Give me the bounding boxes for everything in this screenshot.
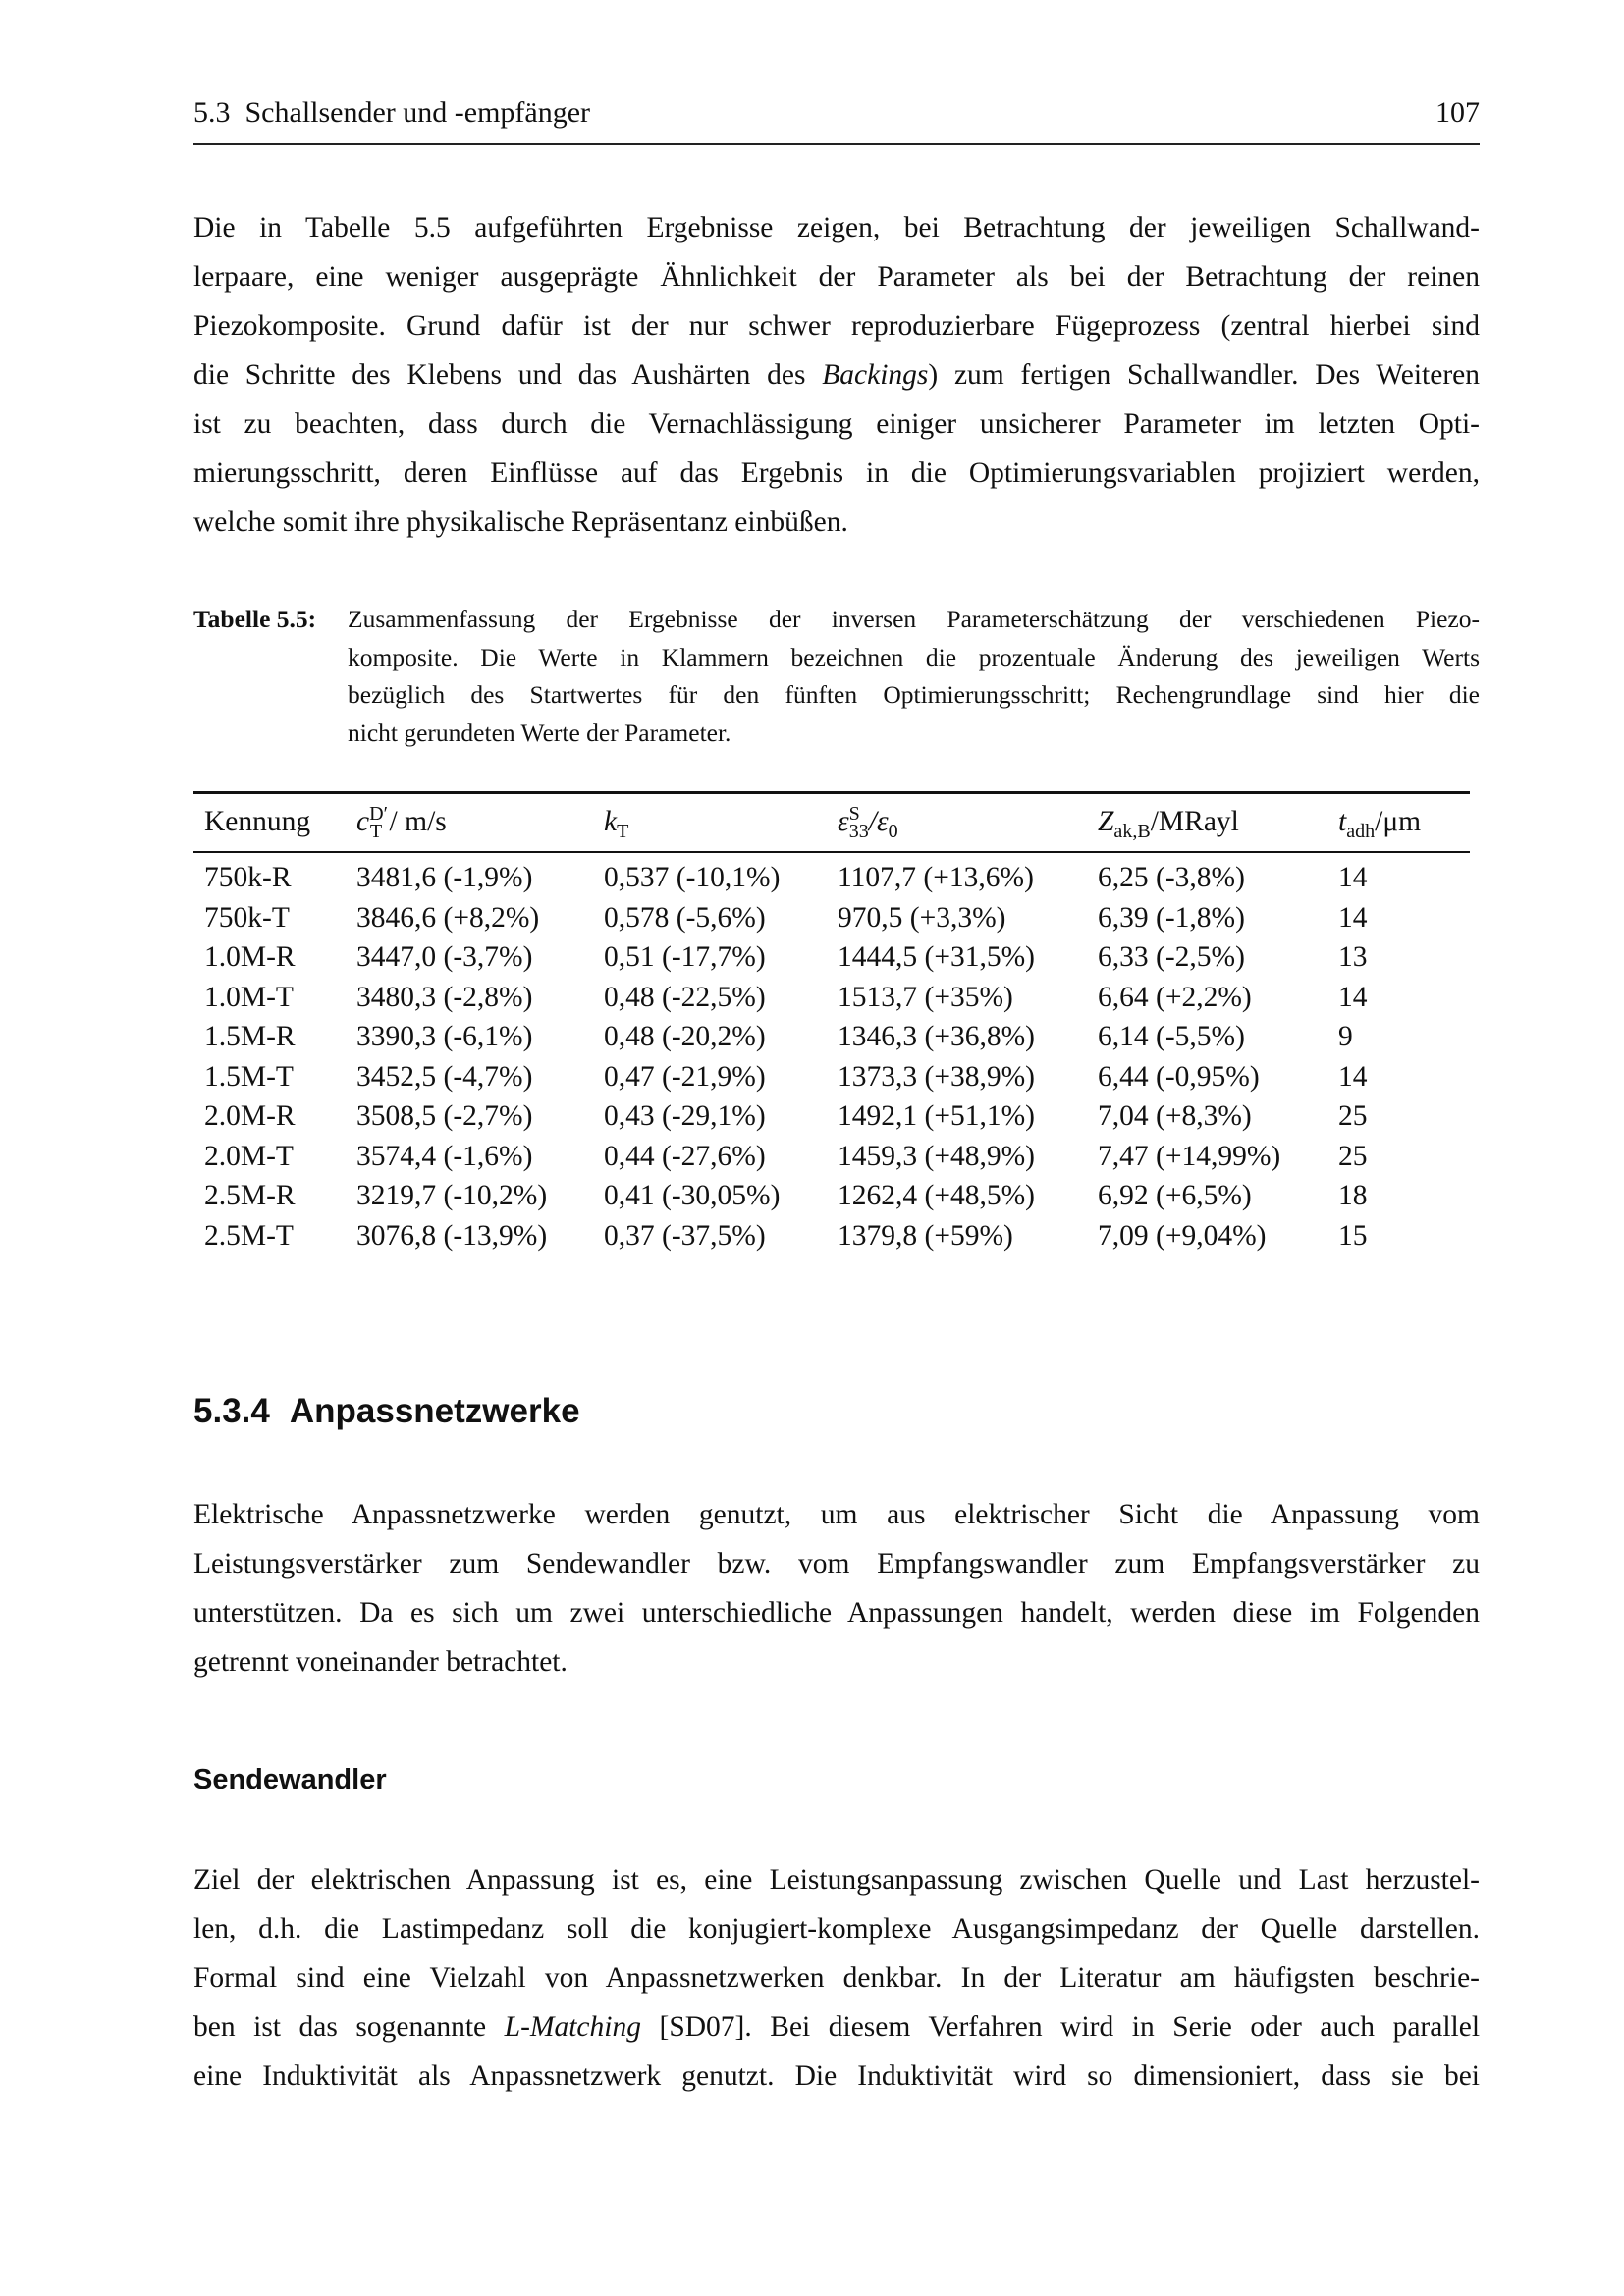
text-line: Elektrische Anpassnetzwerke werden genutzt, um aus elektrischer Sicht die Anpassung vom (193, 1499, 1480, 1530)
section-title: Anpassnetzwerke (289, 1392, 580, 1430)
table-row: 1.0M-T 3480,3 (-2,8%) 0,48 (-22,5%) 1513,7 (+35%) 6,64 (+2,2%) 14 (204, 981, 1368, 1013)
text-line: ben ist das sogenannte L-Matching [SD07]. Bei diesem Verfahren wird in Serie oder auch parallel (193, 2011, 1481, 2043)
section-number: 5.3.4 (193, 1392, 270, 1430)
col-header-impedance: $Z_{ak,B}$/MRayl (1098, 806, 1239, 842)
table-row: 750k-R 3481,6 (-1,9%) 0,537 (-10,1%) 1107,7 (+13,6%) 6,25 (-3,8%) 14 (204, 862, 1368, 893)
table-row: 2.0M-R 3508,5 (-2,7%) 0,43 (-29,1%) 1492,1 (+51,1%) 7,04 (+8,3%) 25 (204, 1100, 1368, 1132)
table-header-row (193, 802, 1470, 841)
text-line: welche somit ihre physikalische Repräsentanz einbüßen. (193, 507, 848, 538)
table-caption (193, 601, 1480, 758)
table-row: 2.5M-T 3076,8 (-13,9%) 0,37 (-37,5%) 1379,8 (+59%) 7,09 (+9,04%) 15 (204, 1219, 1368, 1252)
page-number: 107 (1435, 96, 1480, 129)
section-heading (193, 1392, 580, 1431)
text-line: eine Induktivität als Anpassnetzwerk genutzt. Die Induktivität wird so dimensioniert, dass sie bei (193, 2060, 1480, 2092)
table-row: 2.0M-T 3574,4 (-1,6%) 0,44 (-27,6%) 1459,3 (+48,9%) 7,47 (+14,99%) 25 (204, 1140, 1368, 1172)
paragraph-matching-networks-intro (193, 1490, 1480, 1686)
table-caption-text: Zusammenfassung der Ergebnisse der inversen Parameterschätzung der verschiedenen Piezo- komposite. Die Werte in Klammern bezeichnen die prozentuale Änderung des jeweiligen Werts bezüglich des Startwertes für den fünften Optimierungsschritt; Rechengrundlage sind hier die nicht gerundeten Werte der Parameter. (348, 605, 1480, 747)
text-line: unterstützen. Da es sich um zwei unterschiedliche Anpassungen handelt, werden diese im Folgenden (193, 1597, 1480, 1629)
table-row: 750k-T 3846,6 (+8,2%) 0,578 (-5,6%) 970,5 (+3,3%) 6,39 (-1,8%) 14 (204, 901, 1368, 934)
text-line: mierungsschritt, deren Einflüsse auf das Ergebnis in die Optimierungsvariablen projiziert werden, (193, 457, 1480, 489)
subsection-heading: Sendewandler (193, 1764, 387, 1795)
table-caption-label: Tabelle 5.5: (193, 605, 317, 633)
col-header-adhesive-thickness: $t_{adh}/\mu m$ (1338, 806, 1422, 842)
text-line: len, d.h. die Lastimpedanz soll die konjugiert-komplexe Ausgangsimpedanz der Quelle darstellen. (193, 1913, 1480, 1945)
running-header-title: 5.3 Schallsender und -empfänger (193, 96, 591, 129)
paragraph-table-discussion (193, 203, 1480, 547)
table-row: 1.0M-R 3447,0 (-3,7%) 0,51 (-17,7%) 1444,5 (+31,5%) 6,33 (-2,5%) 13 (204, 941, 1368, 973)
text-line: Formal sind eine Vielzahl von Anpassnetzwerken denkbar. In der Literatur am häufigsten beschrie- (193, 1962, 1480, 1994)
text-line: Piezokomposite. Grund dafür ist der nur schwer reproduzierbare Fügeprozess (zentral hierbei sind (193, 310, 1480, 342)
text-line: lerpaare, eine weniger ausgeprägte Ähnlichkeit der Parameter als bei der Betrachtung der reinen (193, 261, 1480, 293)
col-header-coupling-factor: $k_T$ (604, 806, 629, 842)
paragraph-transmitter-matching (193, 1855, 1480, 2101)
text-line: getrennt voneinander betrachtet. (193, 1646, 568, 1678)
col-header-kennung: Kennung (204, 806, 311, 837)
text-line: Die in Tabelle 5.5 aufgeführten Ergebnisse zeigen, bei Betrachtung der jeweiligen Schallwand- (193, 212, 1480, 243)
col-header-sound-velocity: $c^{D'}_T / m/s$ (356, 803, 447, 842)
table-row: 1.5M-T 3452,5 (-4,7%) 0,47 (-21,9%) 1373,3 (+38,9%) 6,44 (-0,95%) 14 (204, 1060, 1368, 1093)
running-header (193, 96, 1480, 145)
citation-sd07: [SD07]. Bei diesem Verfahren wird in Serie oder auch parallel (659, 2011, 1481, 2043)
table-row: 1.5M-R 3390,3 (-6,1%) 0,48 (-20,2%) 1346,3 (+36,8%) 6,14 (-5,5%) 9 (204, 1021, 1353, 1052)
text-line: ist zu beachten, dass durch die Vernachlässigung einiger unsicherer Parameter im letzten Opti- (193, 408, 1480, 440)
table-row: 2.5M-R 3219,7 (-10,2%) 0,41 (-30,05%) 1262,4 (+48,5%) 6,92 (+6,5%) 18 (204, 1180, 1368, 1211)
table-top-rule (193, 791, 1470, 794)
text-line: Ziel der elektrischen Anpassung ist es, eine Leistungsanpassung zwischen Quelle und Last herzustel- (193, 1864, 1480, 1896)
emphasis-backings: Backings (822, 359, 929, 391)
col-header-permittivity: $\varepsilon^S_{33}/\varepsilon_0$ (838, 803, 898, 842)
text-line: Leistungsverstärker zum Sendewandler bzw. vom Empfangswandler zum Empfangsverstärker zu (193, 1548, 1480, 1579)
text-line: die Schritte des Klebens und das Aushärten des Backings) zum fertigen Schallwandler. Des Weiteren (193, 359, 1481, 391)
table-header-rule (193, 851, 1470, 853)
emphasis-l-matching: L-Matching (504, 2011, 641, 2043)
